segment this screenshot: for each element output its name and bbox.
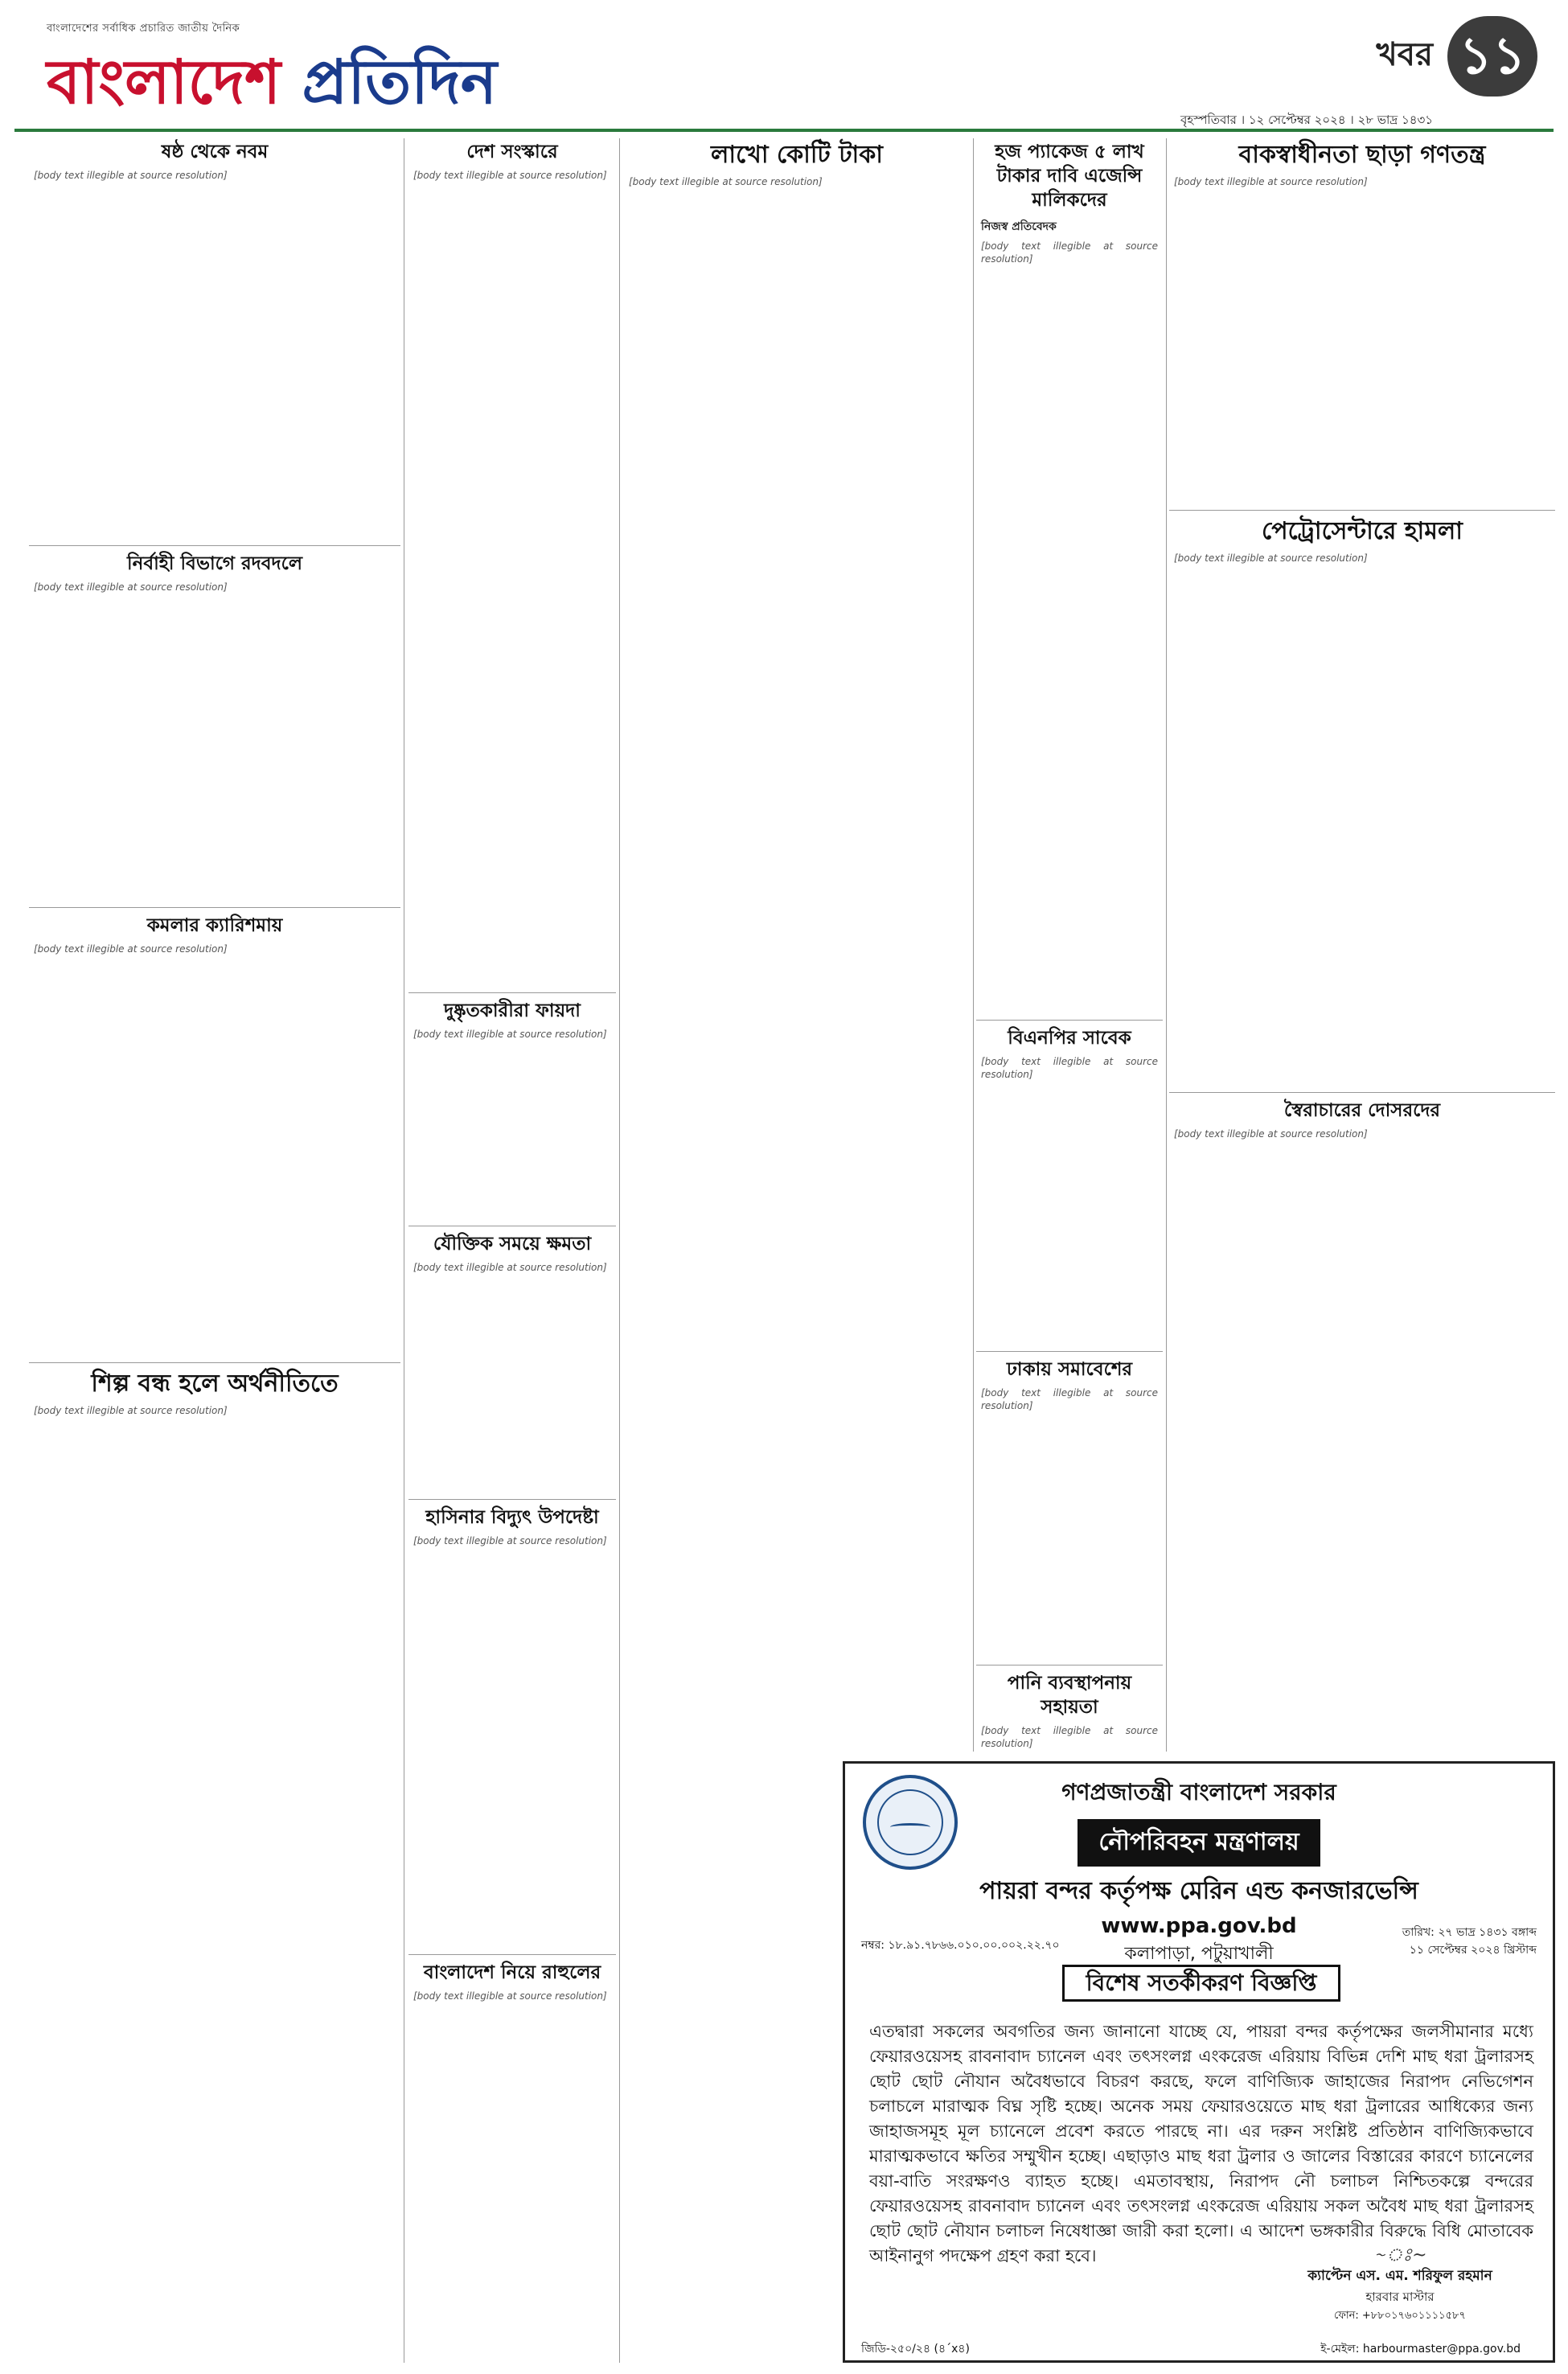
article-class-six-to-nine	[29, 138, 400, 540]
notice-location: কলাপাড়া, পটুয়াখালী	[1124, 1944, 1274, 1964]
headline: হাসিনার বিদ্যুৎ উপদেষ্টা	[425, 1507, 599, 1528]
date-line: বৃহস্পতিবার । ১২ সেপ্টেম্বর ২০২৪ । ২৮ ভাদ্র ১৪৩১	[1180, 113, 1433, 127]
notice-reference: নম্বর: ১৮.৯১.৭৮৬৬.০১০.০০.০০২.২২.৭০	[861, 1939, 1060, 1952]
article-hajj-package	[976, 138, 1163, 1015]
article-body: [body text illegible at source resolution]	[981, 1387, 1158, 1411]
article-divider	[976, 1351, 1163, 1352]
headline: ষষ্ঠ থেকে নবম	[161, 142, 269, 162]
article-divider	[29, 1362, 400, 1363]
government-notice-ad	[843, 1761, 1555, 2363]
article-free-speech-democracy	[1169, 138, 1555, 505]
article-body: [body text illegible at source resolution]	[981, 240, 1158, 265]
byline: নিজস্ব প্রতিবেদক	[981, 220, 1057, 233]
masthead-tagline: বাংলাদেশের সর্বাধিক প্রচারিত জাতীয় দৈনিক	[47, 23, 240, 35]
article-divider	[408, 1499, 616, 1500]
headline: নির্বাহী বিভাগে রদবদলে	[127, 553, 302, 574]
article-body: [body text illegible at source resolution]	[981, 1056, 1158, 1080]
article-divider	[408, 992, 616, 993]
column-divider	[619, 138, 620, 2363]
article-body: [body text illegible at source resolution]	[413, 1262, 607, 1273]
headline: শিল্প বন্ধ হলে অর্থনীতিতে	[91, 1370, 339, 1398]
article-body: [body text illegible at source resolution]	[413, 1535, 607, 1546]
notice-signature-block	[1279, 2241, 1521, 2325]
article-divider	[29, 545, 400, 546]
section-label: খবর	[1376, 36, 1433, 73]
notice-email: ই-মেইল: harbourmaster@ppa.gov.bd	[1320, 2343, 1521, 2356]
headline: দেশ সংস্কারে	[466, 142, 558, 162]
newspaper-logo	[47, 35, 497, 138]
article-divider	[408, 1954, 616, 1955]
article-kamala-charisma	[29, 912, 400, 1359]
headline: হজ প্যাকেজ ৫ লাখ টাকার দাবি এজেন্সি মালিকদের	[995, 142, 1144, 211]
logo-part-b: প্রতিদিন	[302, 46, 498, 117]
article-body: [body text illegible at source resolution]	[413, 1029, 607, 1040]
headline: কমলার ক্যারিশমায়	[146, 915, 283, 936]
page-number-badge: ১১	[1447, 16, 1537, 97]
logo-part-a: বাংলাদেশ	[47, 46, 302, 117]
notice-date-en: ১১ সেপ্টেম্বর ২০২৪ খ্রিস্টাব্দ	[1409, 1944, 1537, 1957]
headline: বিএনপির সাবেক	[1008, 1028, 1131, 1049]
notice-website: www.ppa.gov.bd	[1101, 1914, 1297, 1938]
headline: বাংলাদেশ নিয়ে রাহুলের	[423, 1962, 601, 1983]
headline: বাকস্বাধীনতা ছাড়া গণতন্ত্র	[1238, 141, 1486, 169]
article-body: [body text illegible at source resolution]	[981, 1725, 1158, 1749]
article-body: [body text illegible at source resolution]	[34, 943, 228, 955]
headline: ঢাকায় সমাবেশের	[1006, 1359, 1133, 1380]
article-body: [body text illegible at source resolution]	[34, 170, 228, 181]
article-country-reform	[408, 138, 616, 989]
handwritten-signature: ~ঃ~	[1373, 2245, 1427, 2265]
headline: যৌক্তিক সময়ে ক্ষমতা	[433, 1234, 592, 1255]
article-power-adviser	[408, 1504, 616, 1951]
article-industry-economy	[29, 1367, 400, 2361]
article-body: [body text illegible at source resolution]	[1174, 1128, 1368, 1140]
article-body: [body text illegible at source resolution]	[1174, 176, 1368, 187]
signatory-name: ক্যাপ্টেন এস. এম. শরিফুল রহমান	[1307, 2268, 1492, 2284]
article-body: [body text illegible at source resolution]	[34, 1405, 228, 1416]
article-divider	[1169, 1092, 1555, 1093]
article-lakh-crore-taka	[624, 138, 970, 1755]
article-body: [body text illegible at source resolution]	[413, 1990, 607, 2002]
article-miscreants	[408, 997, 616, 1222]
article-water-management	[976, 1670, 1163, 1755]
port-authority-seal-icon	[863, 1775, 958, 1870]
article-body: [body text illegible at source resolution]	[1174, 552, 1368, 564]
article-divider	[1169, 510, 1555, 511]
article-dhaka-rally	[976, 1356, 1163, 1661]
headline: স্বৈরাচারের দোসরদের	[1283, 1100, 1441, 1121]
signatory-phone: ফোন: +৮৮০১৭৬০১১১১৫৮৭	[1334, 2310, 1466, 2322]
article-executive-reshuffle	[29, 550, 400, 904]
headline: পেট্রোসেন্টারে হামলা	[1262, 517, 1463, 545]
article-bnp-former	[976, 1025, 1163, 1346]
signatory-title: হারবার মাস্টার	[1365, 2290, 1435, 2304]
notice-ministry: নৌপরিবহন মন্ত্রণালয়	[1077, 1819, 1320, 1867]
article-divider	[29, 907, 400, 908]
headline: পানি ব্যবস্থাপনায় সহায়তা	[1007, 1673, 1132, 1718]
notice-govt-line: গণপ্রজাতন্ত্রী বাংলাদেশ সরকার	[1061, 1779, 1336, 1805]
masthead-rule	[14, 129, 1554, 132]
notice-authority: পায়রা বন্দর কর্তৃপক্ষ মেরিন এন্ড কনজারভেন্সি	[979, 1877, 1418, 1905]
masthead	[14, 8, 1554, 129]
column-divider	[973, 138, 974, 1752]
article-rahul-bangladesh	[408, 1959, 616, 2361]
notice-title: বিশেষ সতর্কীকরণ বিজ্ঞপ্তি	[1062, 1965, 1340, 2002]
column-divider	[1166, 138, 1167, 1752]
article-body: [body text illegible at source resolution]	[413, 170, 607, 181]
article-body: [body text illegible at source resolution]	[34, 581, 228, 593]
notice-date-bn: তারিখ: ২৭ ভাদ্র ১৪৩১ বঙ্গাব্দ	[1402, 1926, 1537, 1939]
article-reasonable-time	[408, 1230, 616, 1496]
notice-body: এতদ্বারা সকলের অবগতির জন্য জানানো যাচ্ছে যে, পায়রা বন্দর কর্তৃপক্ষের জলসীমানার মধ্যে ফেয়ারওয়েসহ রাবনাবাদ চ্যানেল এবং তৎসংলগ্ন এংকরেজ এরিয়ায় বিভিন্ন দেশি মাছ ধরা ট্রলারসহ ছোট ছোট নৌযান অবৈধভাবে বিচরণ করছে, ফলে বাণিজ্যিক জাহাজের নিরাপদ নেভিগেশন চলাচলে মারাত্মক বিঘ্ন সৃষ্টি হচ্ছে। অনেক সময় ফেয়ারওয়েতে মাছ ধরা ট্রলারের আধিক্যের জন্য জাহাজসমূহ মূল চ্যানেলে প্রবেশ করতে পারছে না। এর দরুন সংশ্লিষ্ট প্রতিষ্ঠান বাণিজ্যিকভাবে মারাত্মকভাবে ক্ষতির সম্মুখীন হচ্ছে। এছাড়াও মাছ ধরা ট্রলার ও জালের বিস্তারের কারণে চ্যানেলের বয়া-বাতি সংরক্ষণও ব্যাহত হচ্ছে। এমতাবস্থায়, নিরাপদ নৌ চলাচল নিশ্চিতকল্পে বন্দরের ফেয়ারওয়েসহ রাবনাবাদ চ্যানেল এবং তৎসংলগ্ন এংকরেজ এরিয়ায় সকল অবৈধ মাছ ধরা ট্রলারসহ ছোট ছোট নৌযান চলাচল নিষেধাজ্ঞা জারী করা হলো। এ আদেশ ভঙ্গকারীর বিরুদ্ধে বিধি মোতাবেক আইনানুগ পদক্ষেপ গ্রহণ করা হবে।	[869, 2022, 1533, 2265]
headline: লাখো কোটি টাকা	[711, 141, 883, 169]
article-body: [body text illegible at source resolution]	[629, 176, 823, 187]
article-autocracy-allies	[1169, 1097, 1555, 1755]
notice-code: জিডি-২৫০/২৪ (৪´x৪)	[861, 2343, 970, 2356]
article-petrocentre-attack	[1169, 515, 1555, 1089]
headline: দুষ্কৃতকারীরা ফায়দা	[444, 1000, 581, 1021]
article-divider	[976, 1020, 1163, 1021]
